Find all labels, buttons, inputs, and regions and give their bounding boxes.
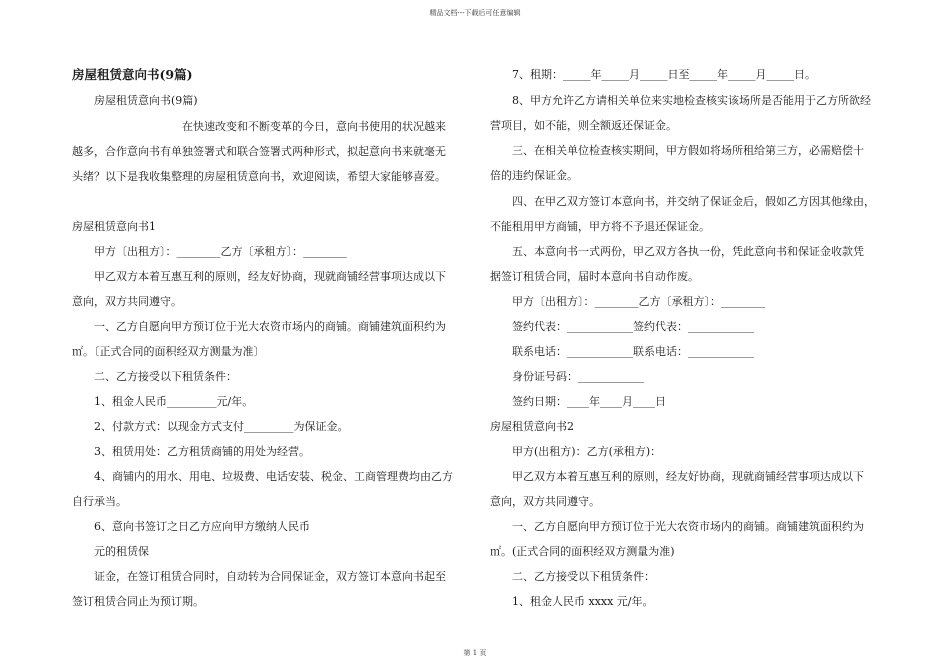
id-number-line: 身份证号码：____________: [512, 370, 644, 383]
paragraph-line: 甲乙双方本着互惠互利的原则，经友好协商，现就商铺经营事项达成以下: [512, 470, 864, 483]
paragraph-line: 不能租用甲方商铺，甲方将不予退还保证金。: [490, 220, 710, 233]
paragraph-line: 二、乙方接受以下租赁条件：: [94, 370, 237, 383]
intro-line-1: 在快速改变和不断变革的今日，意向书使用的状况越来: [182, 120, 446, 133]
section-2-heading: 房屋租赁意向书2: [490, 420, 574, 433]
page-header: 精品文档---下载后可任意编辑: [429, 9, 521, 17]
paragraph-line: 据签订租赁合同，届时本意向书自动作废。: [490, 270, 699, 283]
paragraph-line: 8、甲方允许乙方请相关单位来实地检查核实该场所是否能用于乙方所欲经: [512, 94, 871, 107]
paragraph-line: 签订租赁合同止为预订期。: [72, 595, 204, 608]
paragraph-line: 一、乙方自愿向甲方预订位于光大农资市场内的商铺。商铺建筑面积约为: [94, 320, 446, 333]
paragraph-line: 3、租赁用处：乙方租赁商铺的用处为经营。: [94, 445, 310, 458]
paragraph-line: 4、商铺内的用水、用电、垃圾费、电话安装、税金、工商管理费均由乙方: [94, 470, 453, 483]
document-subtitle: 房屋租赁意向书(9篇): [94, 94, 198, 107]
paragraph-line: 意向，双方共同遵守。: [490, 495, 600, 508]
paragraph-line: 五、本意向书一式两份，甲乙双方各执一份，凭此意向书和保证金收款凭: [512, 245, 864, 258]
paragraph-line: 三、在相关单位检查核实期间，甲方假如将场所租给第三方，必需赔偿十: [512, 144, 864, 157]
intro-line-2: 越多，合作意向书有单独签署式和联合签署式两种形式，拟起意向书来就毫无: [72, 145, 446, 158]
intro-line-3: 头绪？以下是我收集整理的房屋租赁意向书，欢迎阅读，希望大家能够喜爱。: [72, 170, 446, 183]
paragraph-line: 自行承当。: [72, 495, 127, 508]
page-number: 第 1 页: [463, 649, 487, 657]
paragraph-line: 甲乙双方本着互惠互利的原则，经友好协商，现就商铺经营事项达成以下: [94, 270, 446, 283]
party-line: 甲方(出租方)：乙方(承租方)：: [512, 445, 662, 458]
document-title: 房屋租赁意向书(9篇): [72, 67, 193, 82]
phone-line: 联系电话：____________联系电话：____________: [512, 345, 754, 358]
paragraph-line: 意向，双方共同遵守。: [72, 295, 182, 308]
paragraph-line: 一、乙方自愿向甲方预订位于光大农资市场内的商铺。商铺建筑面积约为: [512, 520, 864, 533]
section-1-heading: 房屋租赁意向书1: [72, 220, 156, 233]
paragraph-line: 证金，在签订租赁合同时，自动转为合同保证金，双方签订本意向书起至: [94, 570, 446, 583]
sign-date-line: 签约日期：____年____月____日: [512, 395, 666, 408]
party-line: 甲方〔出租方〕：________乙方〔承租方〕：________: [94, 245, 347, 258]
signature-line: 签约代表：____________签约代表：____________: [512, 320, 754, 333]
paragraph-line: 营项目，如不能，则全额返还保证金。: [490, 119, 677, 132]
paragraph-line: ㎡。(正式合同的面积经双方测量为准): [490, 545, 675, 558]
paragraph-line: 1、租金人民币_________元/年。: [94, 395, 254, 408]
paragraph-line: 元的租赁保: [94, 545, 149, 558]
paragraph-line: 倍的违约保证金。: [490, 169, 578, 182]
paragraph-line: 7、租期：_____年_____月_____日至_____年_____月_____日。: [512, 68, 816, 81]
party-line: 甲方〔出租方〕：________乙方〔承租方〕：________: [512, 295, 765, 308]
paragraph-line: 6、意向书签订之日乙方应向甲方缴纳人民币: [94, 520, 310, 533]
paragraph-line: ㎡。〔正式合同的面积经双方测量为准〕: [72, 345, 265, 358]
paragraph-line: 1、租金人民币 xxxx 元/年。: [512, 595, 654, 608]
paragraph-line: 2、付款方式：以现金方式支付_________为保证金。: [94, 420, 349, 433]
paragraph-line: 二、乙方接受以下租赁条件：: [512, 570, 655, 583]
paragraph-line: 四、在甲乙双方签订本意向书，并交纳了保证金后，假如乙方因其他缘由，: [512, 195, 875, 208]
